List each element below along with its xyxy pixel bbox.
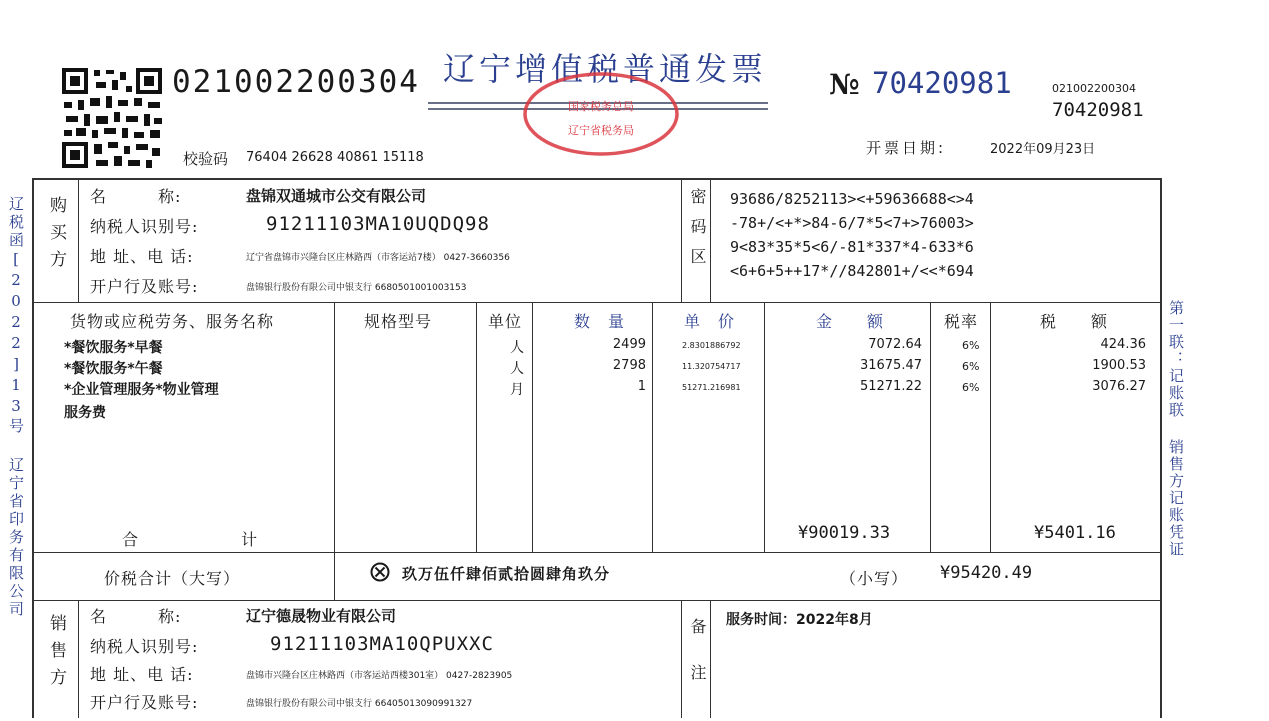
item-tax: 3076.27 — [1092, 379, 1146, 394]
remarks-label: 备注 — [688, 618, 707, 710]
item-unit: 人 — [510, 361, 524, 377]
total-label: 合 计 — [122, 530, 259, 549]
seller-address-label: 地 址、电 话: — [90, 665, 194, 684]
item-price: 51271.216981 — [682, 383, 741, 392]
date-value: 2022年09月23日 — [990, 142, 1096, 157]
buyer-bank-label: 开户行及账号: — [90, 277, 199, 296]
items-bottom-border — [32, 552, 1162, 553]
side-left-text: 辽税函[2022]13号 辽宁省印务有限公司 — [7, 196, 25, 619]
seller-taxid-label: 纳税人识别号: — [90, 637, 199, 656]
item-name: *企业管理服务*物业管理 — [64, 382, 219, 398]
buyer-bank: 盘锦银行股份有限公司中银支行 6680501001003153 — [246, 283, 467, 293]
buyer-taxid: 91211103MA10UQDQ98 — [266, 213, 490, 235]
cipher-line-3: 9<83*35*5<6/-81*337*4-633*6 — [730, 238, 974, 256]
col-header-amount: 金 额 — [816, 312, 885, 331]
stamp-line2: 辽宁省税务局 — [568, 124, 634, 137]
item-rate: 6% — [962, 360, 980, 373]
number-symbol: № — [829, 68, 860, 101]
total-amount: ¥90019.33 — [798, 523, 891, 543]
item-qty: 1 — [637, 379, 646, 394]
table-top-border — [32, 178, 1162, 180]
buyer-bottom-border — [32, 302, 1162, 303]
invoice-code: 021002200304 — [172, 64, 420, 100]
col-header-rate: 税率 — [944, 312, 979, 331]
cipher-label-divider — [710, 178, 711, 302]
remarks-label-divider — [710, 600, 711, 718]
col-header-price: 单 价 — [684, 312, 736, 331]
cipher-line-4: <6+6+5++17*//842801+/<<*694 — [730, 262, 974, 280]
cipher-line-1: 93686/8252113><+59636688<>4 — [730, 190, 974, 208]
item-unit: 人 — [510, 340, 524, 356]
seller-taxid: 91211103MA10QPUXXC — [270, 633, 494, 655]
pricetax-bottom-border — [32, 600, 1162, 601]
cross-circle-icon — [370, 562, 390, 582]
price-tax-uppercase: 玖万伍仟肆佰贰拾圆肆角玖分 — [402, 565, 611, 583]
table-left-border — [32, 178, 34, 718]
col-divider-qty — [652, 302, 653, 552]
col-header-spec: 规格型号 — [364, 312, 433, 331]
buyer-name-label: 名 称: — [90, 187, 182, 206]
price-tax-label: 价税合计（大写） — [104, 569, 241, 588]
seller-label-divider — [78, 600, 79, 718]
col-divider-name — [334, 302, 335, 552]
item-amount: 7072.64 — [868, 337, 922, 352]
side-right-text: 第一联：记账联 销售方记账凭证 — [1167, 300, 1185, 558]
cipher-line-2: -78+/<+*>84-6/7*5<7+>76003> — [730, 214, 974, 232]
total-tax: ¥5401.16 — [1034, 523, 1116, 543]
item-amount: 51271.22 — [859, 379, 922, 394]
col-header-tax: 税 额 — [1040, 312, 1109, 331]
buyer-address-label: 地 址、电 话: — [90, 247, 194, 266]
col-header-name: 货物或应税劳务、服务名称 — [70, 312, 275, 331]
small-amount-value: ¥95420.49 — [940, 563, 1033, 583]
item-rate: 6% — [962, 339, 980, 352]
buyer-address: 辽宁省盘锦市兴隆台区庄林路西（市客运站7楼） 0427-3660356 — [246, 253, 510, 263]
item-qty: 2499 — [612, 337, 646, 352]
check-code-label: 校验码 — [183, 150, 229, 168]
item-price: 2.8301886792 — [682, 341, 741, 350]
table-right-border — [1160, 178, 1162, 718]
buyer-section-label: 购买方 — [46, 196, 66, 277]
stamp-line1: 国家税务总局 — [568, 100, 634, 113]
right-code: 021002200304 — [1052, 82, 1136, 95]
item-name: *餐饮服务*早餐 — [64, 340, 163, 356]
col-header-qty: 数 量 — [574, 312, 626, 331]
item-tax: 424.36 — [1100, 337, 1146, 352]
col-divider-unit — [532, 302, 533, 552]
invoice-title: 辽宁增值税普通发票 — [443, 50, 768, 88]
right-number: 70420981 — [1052, 99, 1144, 121]
item-unit: 月 — [510, 382, 524, 398]
small-amount-label: （小写） — [840, 569, 909, 588]
item-amount: 31675.47 — [859, 358, 922, 373]
col-divider-price — [764, 302, 765, 552]
remarks-left-divider — [681, 600, 682, 718]
date-label: 开票日期: — [866, 139, 947, 157]
item-name-cont: 服务费 — [64, 405, 106, 421]
item-rate: 6% — [962, 381, 980, 394]
col-divider-spec — [476, 302, 477, 552]
col-divider-amount — [930, 302, 931, 552]
col-header-unit: 单位 — [488, 312, 523, 331]
item-tax: 1900.53 — [1092, 358, 1146, 373]
check-code: 76404 26628 40861 15118 — [246, 150, 424, 165]
remarks-text: 服务时间：2022年8月 — [726, 612, 873, 628]
buyer-label-divider — [78, 178, 79, 302]
tax-stamp — [521, 70, 681, 158]
buyer-taxid-label: 纳税人识别号: — [90, 217, 199, 236]
cipher-label: 密码区 — [688, 188, 707, 278]
seller-section-label: 销售方 — [46, 614, 66, 695]
seller-bank-label: 开户行及账号: — [90, 693, 199, 712]
seller-bank: 盘锦银行股份有限公司中银支行 66405013090991327 — [246, 699, 473, 709]
invoice-number: 70420981 — [872, 66, 1012, 100]
seller-name: 辽宁德晟物业有限公司 — [246, 607, 397, 625]
col-divider-rate — [990, 302, 991, 552]
cipher-left-divider — [681, 178, 682, 302]
qr-code — [60, 66, 164, 170]
pricetax-divider — [334, 552, 335, 600]
seller-name-label: 名 称: — [90, 607, 182, 626]
item-name: *餐饮服务*午餐 — [64, 361, 163, 377]
item-price: 11.320754717 — [682, 362, 741, 371]
item-qty: 2798 — [612, 358, 646, 373]
seller-address: 盘锦市兴隆台区庄林路西（市客运站西楼301室） 0427-2823905 — [246, 671, 513, 681]
buyer-name: 盘锦双通城市公交有限公司 — [246, 187, 427, 205]
